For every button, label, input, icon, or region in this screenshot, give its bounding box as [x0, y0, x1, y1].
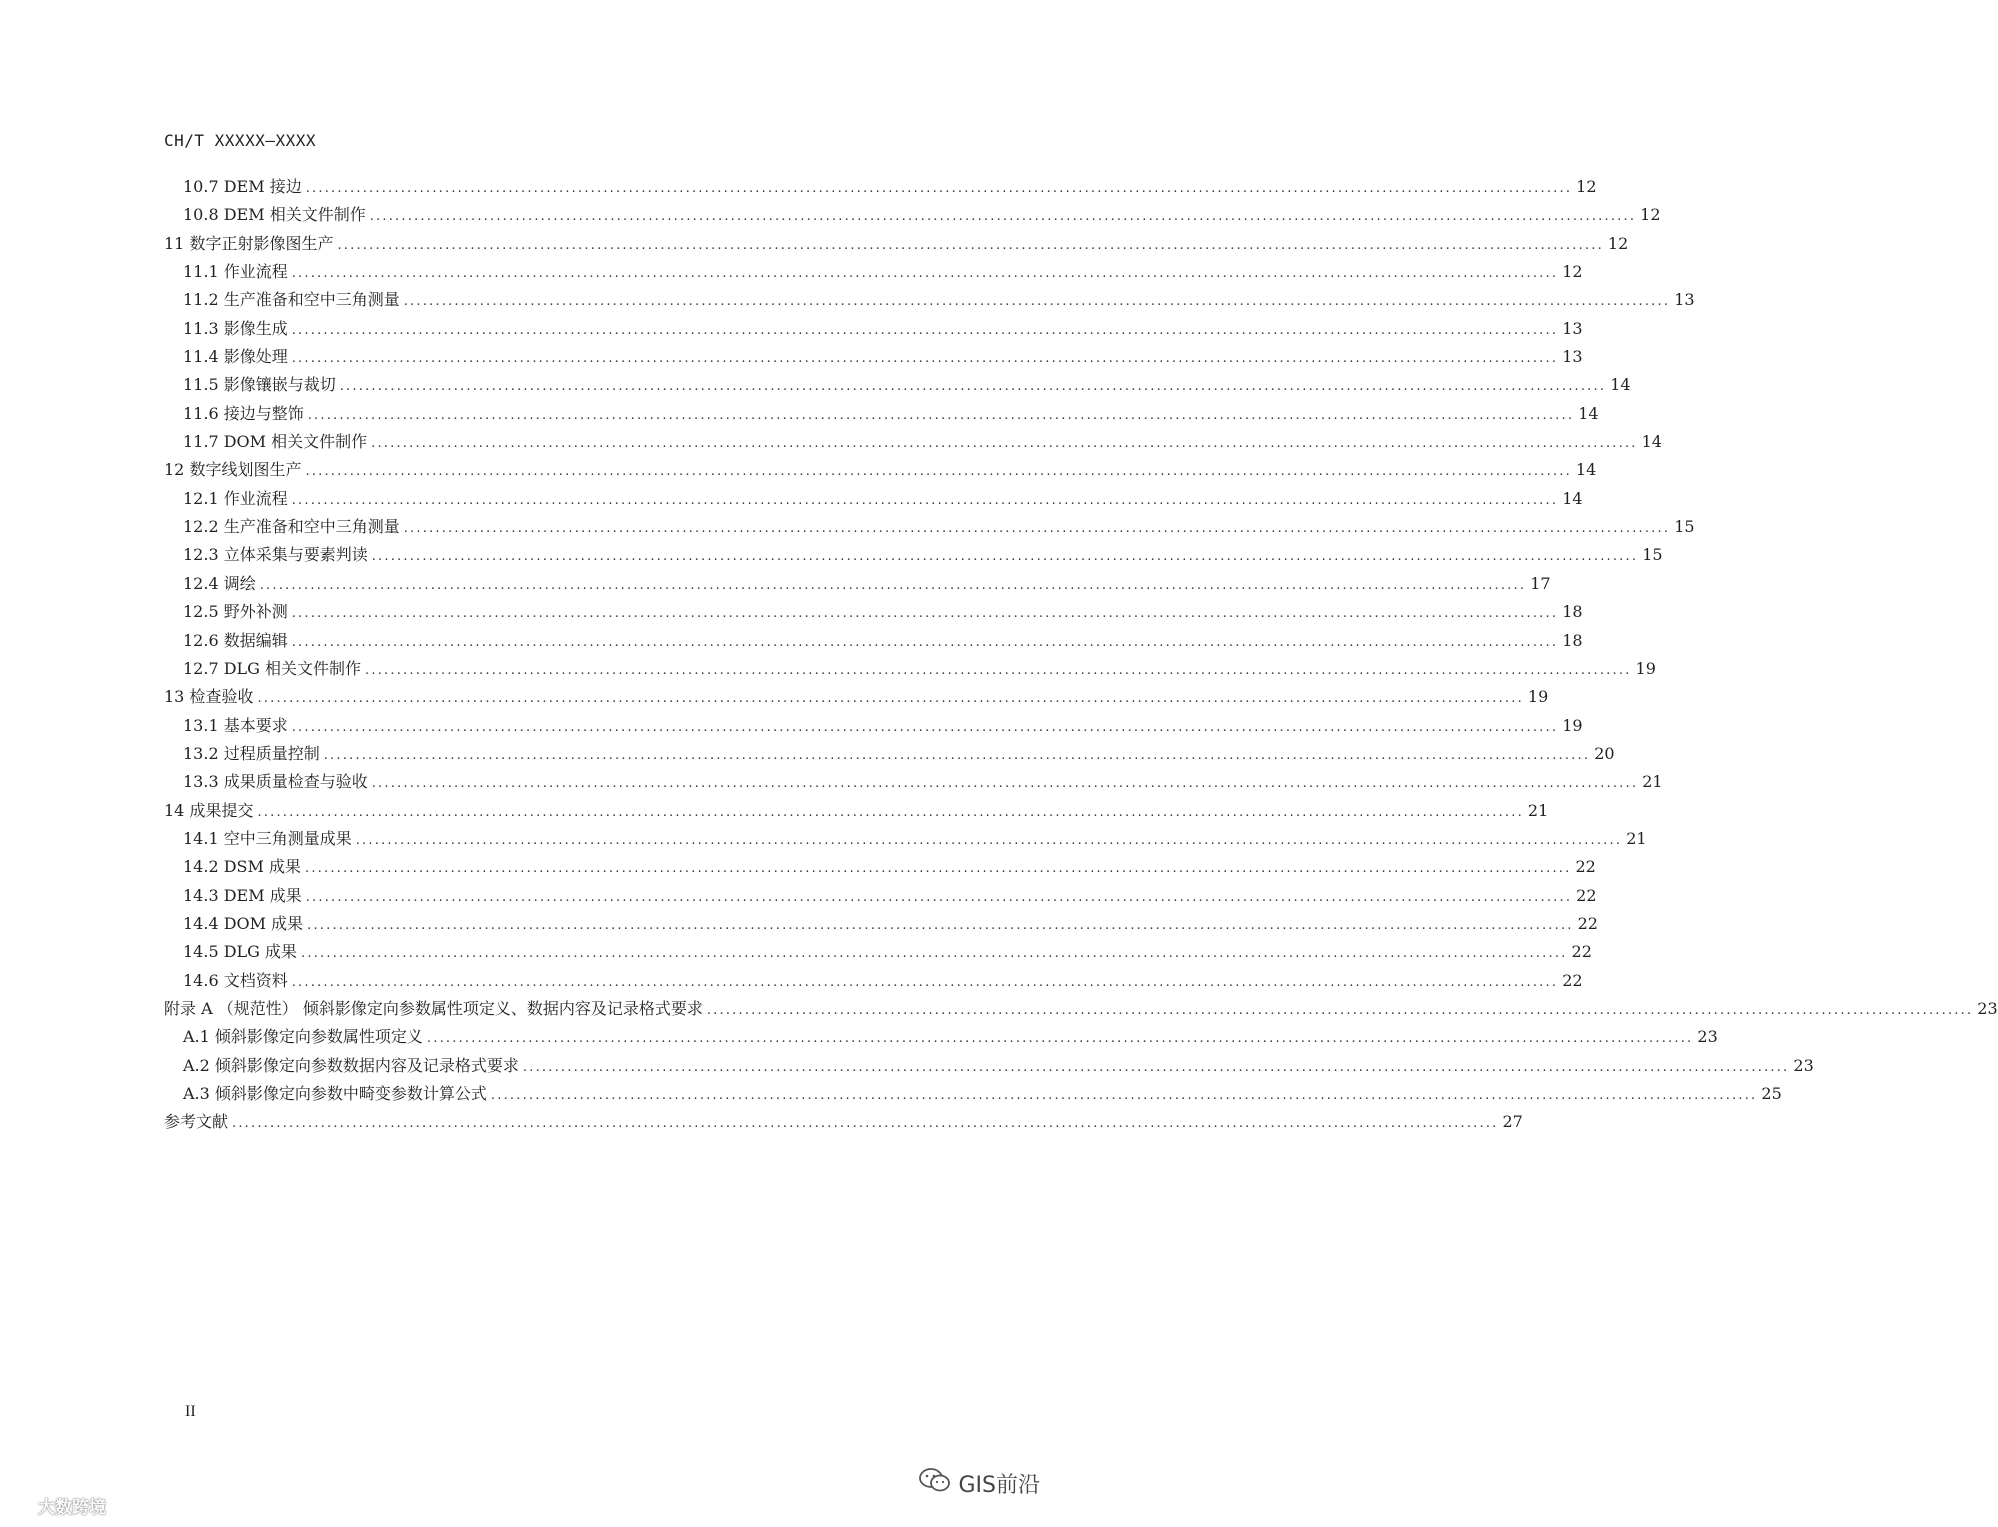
- toc-entry[interactable]: [164, 286, 1695, 314]
- toc-entry-label: 12.2 生产准备和空中三角测量: [183, 517, 400, 537]
- toc-entry-label: A.1 倾斜影像定向参数属性项定义: [183, 1027, 423, 1047]
- toc-leader-dots: ........................................................................................................................................................................................................: [307, 917, 1574, 933]
- toc-entry-page: 12: [1640, 205, 1661, 225]
- toc-entry[interactable]: [164, 173, 1597, 201]
- toc-entry[interactable]: [164, 513, 1695, 541]
- toc-leader-dots: ........................................................................................................................................................................................................: [365, 662, 1632, 678]
- toc-entry-page: 25: [1761, 1084, 1782, 1103]
- wechat-icon: [918, 1466, 952, 1500]
- toc-leader-dots: ........................................................................................................................................................................................................: [371, 549, 1639, 565]
- toc-entry[interactable]: [164, 598, 1583, 626]
- toc-entry[interactable]: [164, 428, 1662, 456]
- toc-entry-page: 20: [1594, 743, 1615, 763]
- toc-entry[interactable]: [164, 825, 1647, 853]
- page-number: II: [185, 1403, 196, 1420]
- document-code-header: CH/T XXXXX—XXXX: [164, 131, 316, 150]
- toc-entry[interactable]: [164, 712, 1583, 740]
- toc-entry[interactable]: [164, 995, 1998, 1023]
- toc-leader-dots: ........................................................................................................................................................................................................: [355, 832, 1623, 848]
- toc-entry[interactable]: [164, 343, 1583, 371]
- toc-leader-dots: ........................................................................................................................................................................................................: [307, 407, 1575, 423]
- toc-entry[interactable]: [164, 258, 1583, 286]
- toc-entry[interactable]: [164, 230, 1629, 258]
- toc-leader-dots: ........................................................................................................................................................................................................: [232, 1116, 1499, 1132]
- toc-entry-page: 19: [1527, 687, 1549, 707]
- toc-leader-dots: ........................................................................................................................................................................................................: [490, 1088, 1758, 1103]
- toc-entry-page: 15: [1674, 517, 1695, 537]
- watermark-left-text: 大数跨境: [38, 1498, 106, 1518]
- toc-entry-page: 13: [1562, 347, 1583, 367]
- toc-entry-page: 23: [1697, 1027, 1718, 1047]
- toc-entry-page: 15: [1642, 545, 1663, 565]
- watermark-left: [8, 1493, 106, 1518]
- toc-entry-label: 附录 A （规范性） 倾斜影像定向参数属性项定义、数据内容及记录格式要求: [164, 998, 703, 1018]
- toc-entry-label: 参考文献: [164, 1112, 229, 1132]
- table-of-contents: [164, 173, 1998, 1137]
- toc-leader-dots: ........................................................................................................................................................................................................: [257, 804, 1524, 820]
- toc-entry-page: 12: [1607, 233, 1629, 253]
- toc-entry-label: 11.3 影像生成: [183, 318, 288, 338]
- toc-entry[interactable]: [164, 797, 1549, 825]
- toc-entry-label: 14.2 DSM 成果: [183, 857, 301, 877]
- toc-entry-page: 22: [1571, 942, 1592, 962]
- toc-entry-label: 14.5 DLG 成果: [183, 942, 298, 962]
- toc-entry[interactable]: [164, 627, 1583, 655]
- toc-entry-page: 22: [1575, 857, 1596, 877]
- toc-entry[interactable]: [164, 910, 1598, 938]
- toc-entry-label: 14.6 文档资料: [183, 970, 288, 990]
- toc-leader-dots: ........................................................................................................................................................................................................: [301, 946, 1568, 962]
- toc-leader-dots: ........................................................................................................................................................................................................: [339, 379, 1607, 395]
- toc-entry-page: 22: [1562, 970, 1583, 990]
- toc-entry[interactable]: [164, 1108, 1523, 1136]
- toc-leader-dots: ........................................................................................................................................................................................................: [291, 492, 1559, 508]
- toc-leader-dots: ........................................................................................................................................................................................................: [304, 861, 1572, 877]
- toc-entry-page: 21: [1626, 828, 1647, 848]
- toc-leader-dots: ........................................................................................................................................................................................................: [291, 719, 1559, 735]
- toc-entry-page: 17: [1530, 573, 1551, 593]
- toc-entry[interactable]: [164, 655, 1656, 683]
- watermark-right-text: GIS前沿: [958, 1472, 1040, 1498]
- toc-leader-dots: ........................................................................................................................................................................................................: [291, 266, 1559, 282]
- toc-entry-page: 14: [1578, 403, 1599, 423]
- toc-entry-label: 11.2 生产准备和空中三角测量: [183, 290, 400, 310]
- toc-entry-page: 14: [1575, 460, 1597, 480]
- toc-leader-dots: ........................................................................................................................................................................................................: [403, 294, 1671, 310]
- toc-entry-page: 18: [1562, 602, 1583, 622]
- toc-entry-page: 13: [1562, 318, 1583, 338]
- toc-leader-dots: ........................................................................................................................................................................................................: [426, 1031, 1694, 1047]
- toc-entry[interactable]: [164, 740, 1615, 768]
- toc-entry-page: 14: [1641, 432, 1662, 452]
- toc-entry-label: 10.8 DEM 相关文件制作: [183, 205, 366, 225]
- toc-entry-page: 21: [1527, 800, 1549, 820]
- toc-entry-label: A.2 倾斜影像定向参数数据内容及记录格式要求: [183, 1055, 519, 1075]
- toc-entry-label: 12.1 作业流程: [183, 488, 288, 508]
- toc-entry-label: 13.2 过程质量控制: [183, 743, 320, 763]
- toc-entry-label: A.3 倾斜影像定向参数中畸变参数计算公式: [183, 1084, 487, 1103]
- toc-entry-page: 22: [1577, 913, 1598, 933]
- toc-entry[interactable]: [164, 1052, 1814, 1080]
- toc-entry-label: 12.5 野外补测: [183, 602, 288, 622]
- toc-entry[interactable]: [164, 400, 1599, 428]
- toc-entry[interactable]: [164, 485, 1583, 513]
- toc-entry-label: 12 数字线划图生产: [164, 460, 302, 480]
- toc-entry-label: 12.3 立体采集与要素判读: [183, 545, 368, 565]
- toc-entry-label: 11.4 影像处理: [183, 347, 288, 367]
- toc-entry[interactable]: [164, 1023, 1718, 1051]
- toc-leader-dots: ........................................................................................................................................................................................................: [371, 776, 1639, 792]
- toc-entry[interactable]: [164, 570, 1551, 598]
- toc-entry-label: 11.5 影像镶嵌与裁切: [183, 375, 336, 395]
- toc-entry[interactable]: [164, 315, 1583, 343]
- toc-entry-page: 23: [1793, 1055, 1814, 1075]
- toc-entry-page: 12: [1562, 262, 1583, 282]
- toc-leader-dots: ........................................................................................................................................................................................................: [337, 237, 1604, 253]
- toc-entry-label: 12.4 调绘: [183, 573, 256, 593]
- toc-entry-page: 22: [1576, 885, 1597, 905]
- toc-entry-label: 14.1 空中三角测量成果: [183, 828, 352, 848]
- watermark-right: [918, 1466, 1040, 1500]
- toc-entry-label: 14.3 DEM 成果: [183, 885, 302, 905]
- toc-entry[interactable]: [164, 541, 1663, 569]
- toc-entry-page: 12: [1576, 177, 1597, 196]
- toc-entry-label: 13 检查验收: [164, 687, 254, 707]
- toc-leader-dots: ........................................................................................................................................................................................................: [257, 691, 1524, 707]
- toc-entry[interactable]: [164, 683, 1549, 711]
- toc-entry-page: 14: [1610, 375, 1631, 395]
- toc-entry-label: 14.4 DOM 成果: [183, 913, 304, 933]
- toc-entry-label: 11.1 作业流程: [183, 262, 288, 282]
- toc-entry-label: 12.6 数据编辑: [183, 630, 288, 650]
- toc-entry-page: 19: [1635, 658, 1656, 678]
- toc-entry[interactable]: [164, 967, 1583, 995]
- toc-entry[interactable]: [164, 853, 1596, 881]
- toc-entry[interactable]: [164, 882, 1597, 910]
- toc-entry[interactable]: [164, 456, 1597, 484]
- toc-entry[interactable]: [164, 371, 1631, 399]
- toc-entry-label: 11.6 接边与整饰: [183, 403, 304, 423]
- toc-leader-dots: ........................................................................................................................................................................................................: [259, 577, 1527, 593]
- toc-entry-page: 19: [1562, 715, 1583, 735]
- toc-entry-label: 11 数字正射影像图生产: [164, 233, 334, 253]
- toc-leader-dots: ........................................................................................................................................................................................................: [305, 889, 1573, 905]
- toc-entry[interactable]: [164, 768, 1663, 796]
- toc-leader-dots: ........................................................................................................................................................................................................: [403, 521, 1671, 537]
- toc-leader-dots: ........................................................................................................................................................................................................: [305, 181, 1573, 196]
- toc-entry-page: 23: [1977, 998, 1998, 1018]
- toc-leader-dots: ........................................................................................................................................................................................................: [369, 209, 1637, 225]
- toc-entry-page: 13: [1674, 290, 1695, 310]
- toc-entry-page: 18: [1562, 630, 1583, 650]
- toc-leader-dots: ........................................................................................................................................................................................................: [291, 606, 1559, 622]
- toc-leader-dots: ........................................................................................................................................................................................................: [323, 747, 1591, 763]
- toc-entry-page: 14: [1562, 488, 1583, 508]
- watermark-logo-icon: [8, 1495, 34, 1516]
- toc-entry-label: 11.7 DOM 相关文件制作: [183, 432, 368, 452]
- toc-entry-label: 13.3 成果质量检查与验收: [183, 772, 368, 792]
- toc-entry-label: 12.7 DLG 相关文件制作: [183, 658, 362, 678]
- toc-entry-page: 21: [1642, 772, 1663, 792]
- toc-entry[interactable]: [164, 1080, 1782, 1108]
- toc-leader-dots: ........................................................................................................................................................................................................: [522, 1059, 1790, 1075]
- toc-entry-label: 14 成果提交: [164, 800, 254, 820]
- toc-leader-dots: ........................................................................................................................................................................................................: [291, 351, 1559, 367]
- toc-entry[interactable]: [164, 201, 1661, 229]
- toc-leader-dots: ........................................................................................................................................................................................................: [706, 1002, 1974, 1018]
- toc-entry-label: 10.7 DEM 接边: [183, 177, 302, 196]
- toc-leader-dots: ........................................................................................................................................................................................................: [305, 464, 1572, 480]
- toc-leader-dots: ........................................................................................................................................................................................................: [291, 974, 1559, 990]
- toc-entry[interactable]: [164, 938, 1592, 966]
- toc-entry-label: 13.1 基本要求: [183, 715, 288, 735]
- toc-leader-dots: ........................................................................................................................................................................................................: [291, 634, 1559, 650]
- toc-entry-page: 27: [1502, 1112, 1523, 1132]
- toc-leader-dots: ........................................................................................................................................................................................................: [371, 436, 1638, 452]
- toc-leader-dots: ........................................................................................................................................................................................................: [291, 322, 1559, 338]
